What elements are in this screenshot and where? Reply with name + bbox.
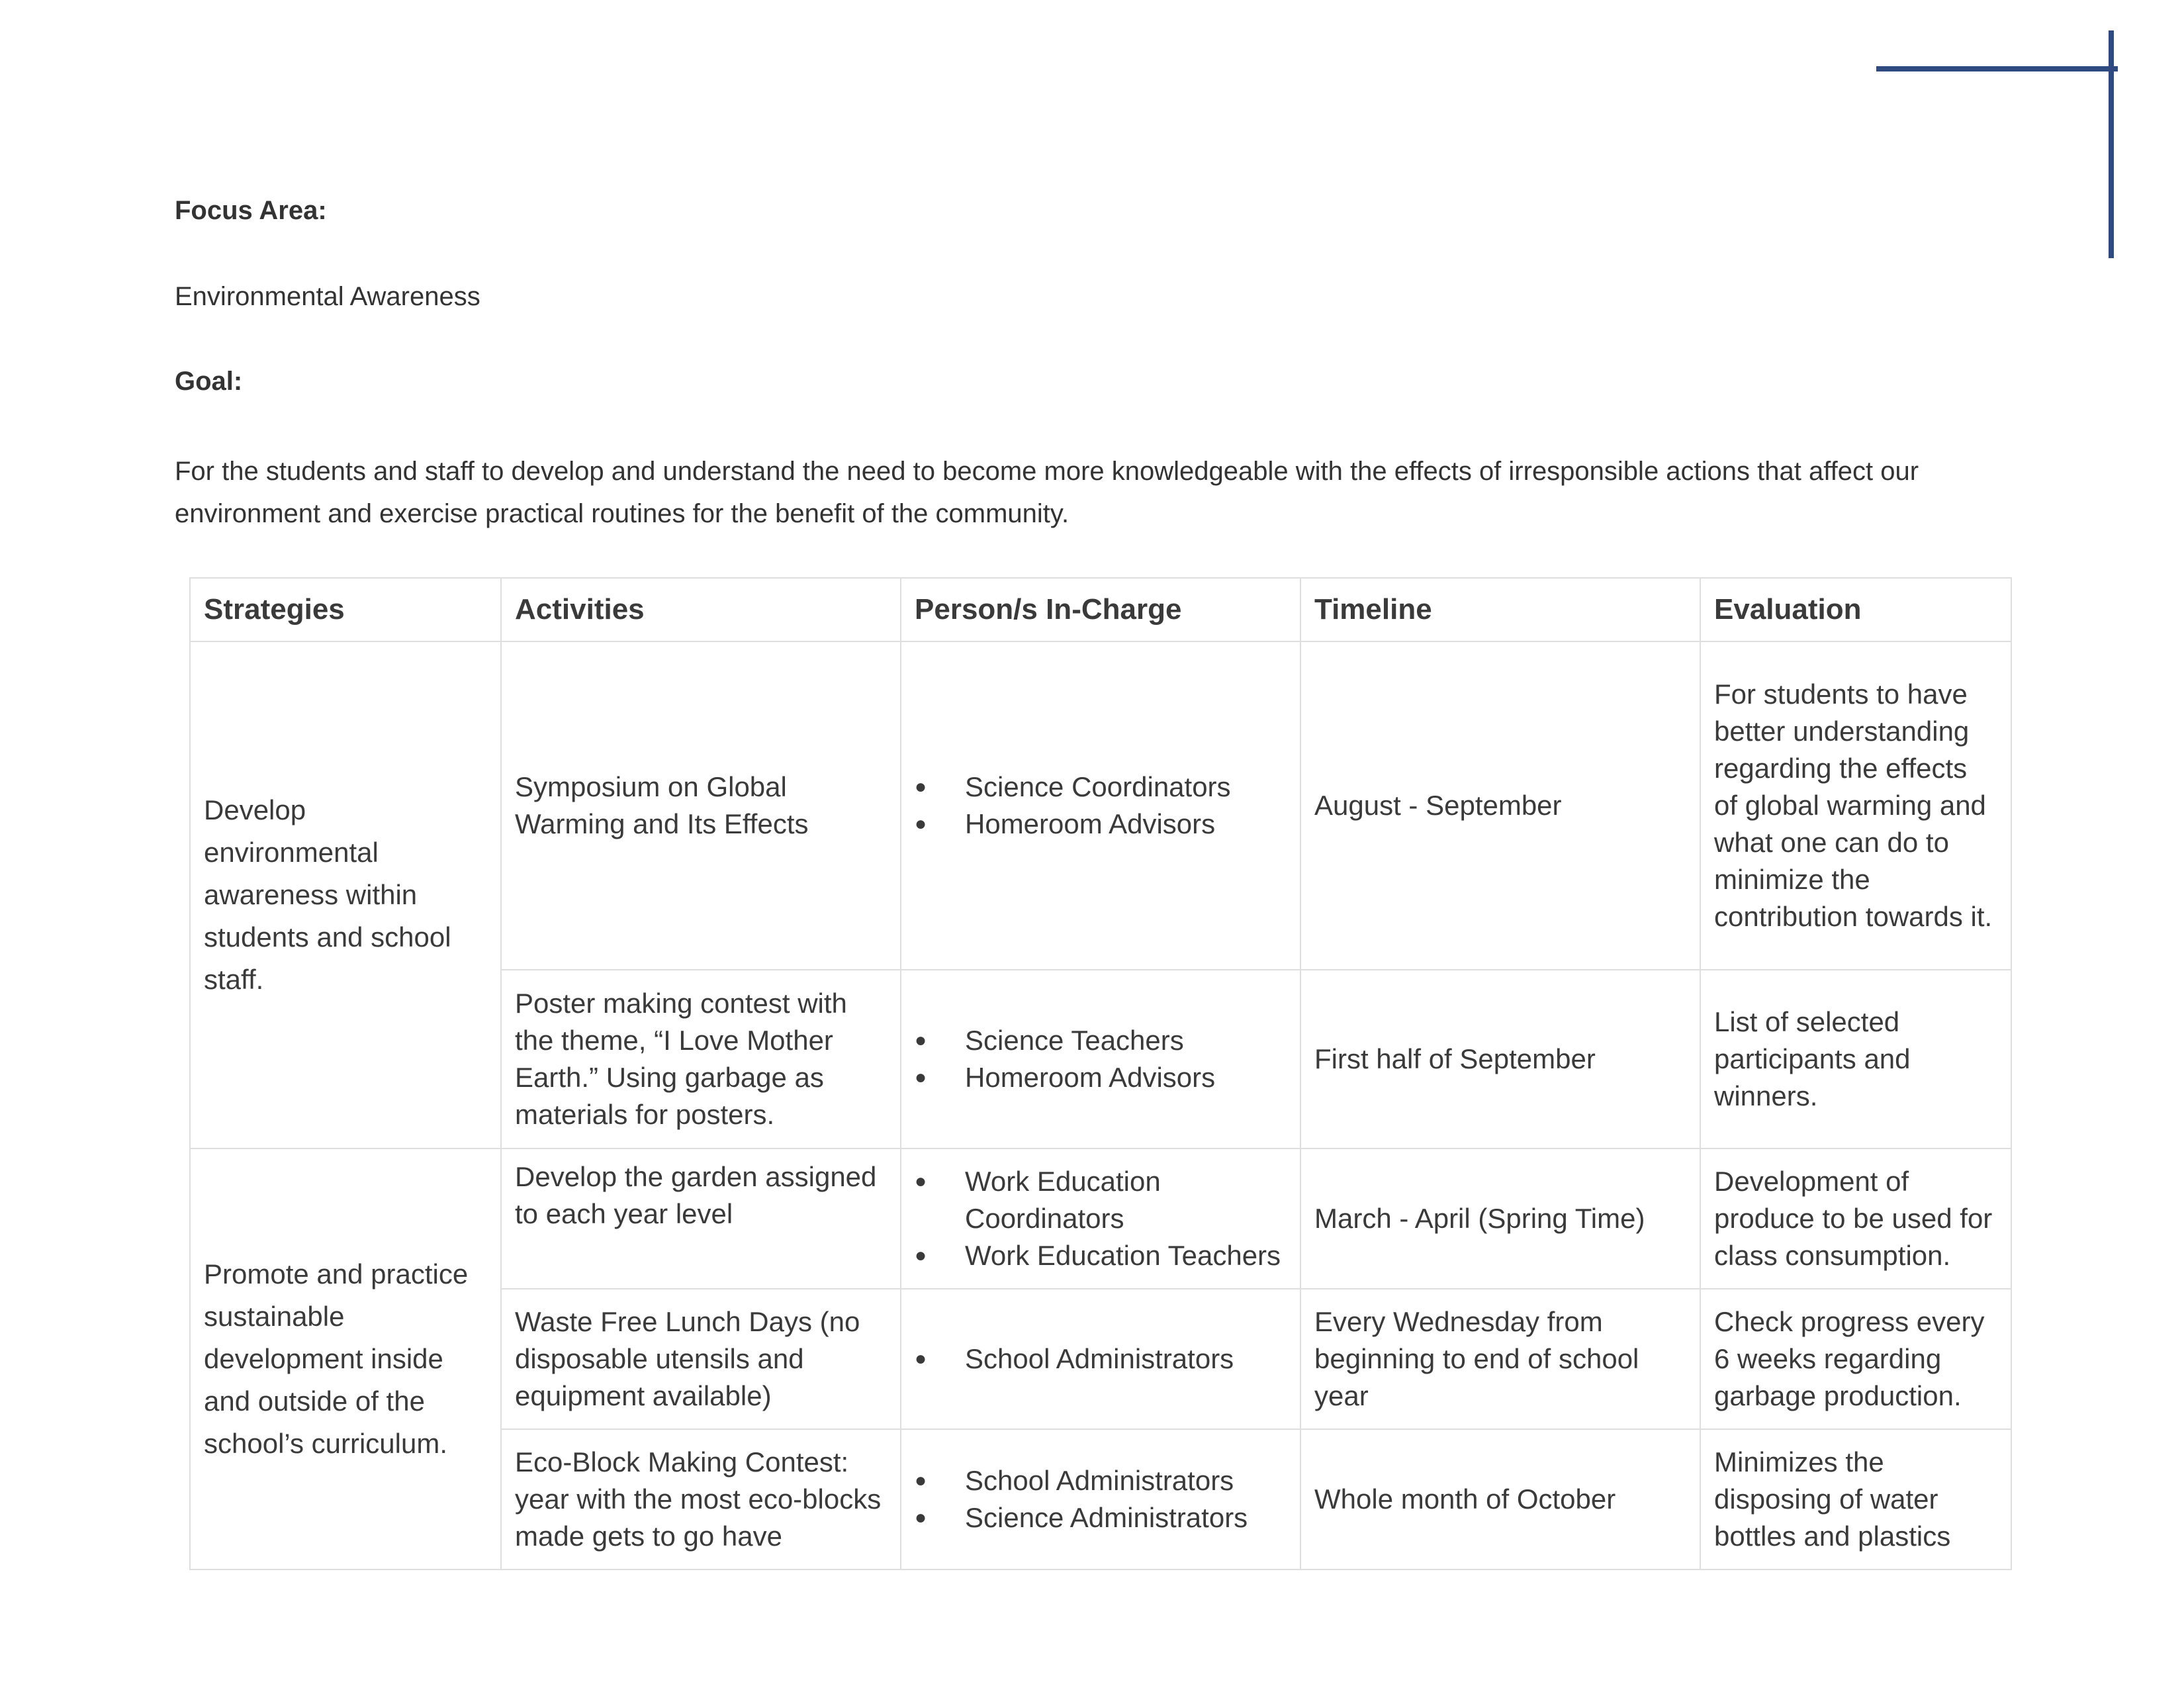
activity-cell: Waste Free Lunch Days (no disposable utensils and equipment available) xyxy=(501,1289,901,1429)
table-header-row xyxy=(190,578,2011,641)
persons-cell xyxy=(901,1149,1300,1289)
header-strategies: Strategies xyxy=(190,578,501,641)
timeline-cell: March - April (Spring Time) xyxy=(1300,1149,1700,1289)
person-item: ● Science Teachers xyxy=(915,1022,1287,1059)
strategy-cell: Develop environmental awareness within students and school staff. xyxy=(190,641,501,1149)
header-persons-in-charge: Person/s In-Charge xyxy=(901,578,1300,641)
person-item: ● Homeroom Advisors xyxy=(915,1059,1287,1096)
table-row xyxy=(190,1149,2011,1289)
person-item: ● Homeroom Advisors xyxy=(915,806,1287,843)
person-item: ● Work Education Coordinators xyxy=(915,1163,1287,1237)
header-evaluation: Evaluation xyxy=(1700,578,2011,641)
person-item: ● Science Coordinators xyxy=(915,769,1287,806)
person-item: ● Work Education Teachers xyxy=(915,1237,1287,1274)
evaluation-cell: Development of produce to be used for class consumption. xyxy=(1700,1149,2011,1289)
strategy-cell: Promote and practice sustainable development inside and outside of the school’s curriculum. xyxy=(190,1149,501,1570)
table-row xyxy=(190,641,2011,970)
focus-area-value: Environmental Awareness xyxy=(175,282,480,311)
evaluation-cell: Minimizes the disposing of water bottles and plastics xyxy=(1700,1429,2011,1570)
corner-mark-horizontal xyxy=(1876,66,2118,71)
goal-label: Goal: xyxy=(175,367,243,396)
activity-cell: Develop the garden assigned to each year level xyxy=(501,1149,901,1289)
evaluation-cell: For students to have better understanding regarding the effects of global warming and what one can do to minimize the contribution towards it. xyxy=(1700,641,2011,970)
person-item: ● Science Administrators xyxy=(915,1499,1287,1536)
activity-cell: Eco-Block Making Contest: year with the most eco-blocks made gets to go have xyxy=(501,1429,901,1570)
header-activities: Activities xyxy=(501,578,901,641)
timeline-cell: Whole month of October xyxy=(1300,1429,1700,1570)
focus-area-label: Focus Area: xyxy=(175,196,327,225)
action-plan-table xyxy=(189,577,2012,1570)
evaluation-cell: List of selected participants and winners. xyxy=(1700,970,2011,1149)
person-item: ● School Administrators xyxy=(915,1462,1287,1499)
timeline-cell: August - September xyxy=(1300,641,1700,970)
goal-text: For the students and staff to develop and understand the need to become more knowledgeable with the effects of irresponsible actions that affect our environment and exercise practical routines for the benefit of the community. xyxy=(175,457,1919,528)
persons-cell xyxy=(901,970,1300,1149)
timeline-cell: Every Wednesday from beginning to end of school year xyxy=(1300,1289,1700,1429)
activity-cell: Symposium on Global Warming and Its Effects xyxy=(501,641,901,970)
activity-cell: Poster making contest with the theme, “I Love Mother Earth.” Using garbage as materials for posters. xyxy=(501,970,901,1149)
evaluation-cell: Check progress every 6 weeks regarding garbage production. xyxy=(1700,1289,2011,1429)
persons-cell xyxy=(901,1429,1300,1570)
person-item: ● School Administrators xyxy=(915,1340,1287,1378)
header-timeline: Timeline xyxy=(1300,578,1700,641)
persons-cell xyxy=(901,1289,1300,1429)
corner-mark-vertical xyxy=(2109,30,2114,258)
persons-cell xyxy=(901,641,1300,970)
timeline-cell: First half of September xyxy=(1300,970,1700,1149)
